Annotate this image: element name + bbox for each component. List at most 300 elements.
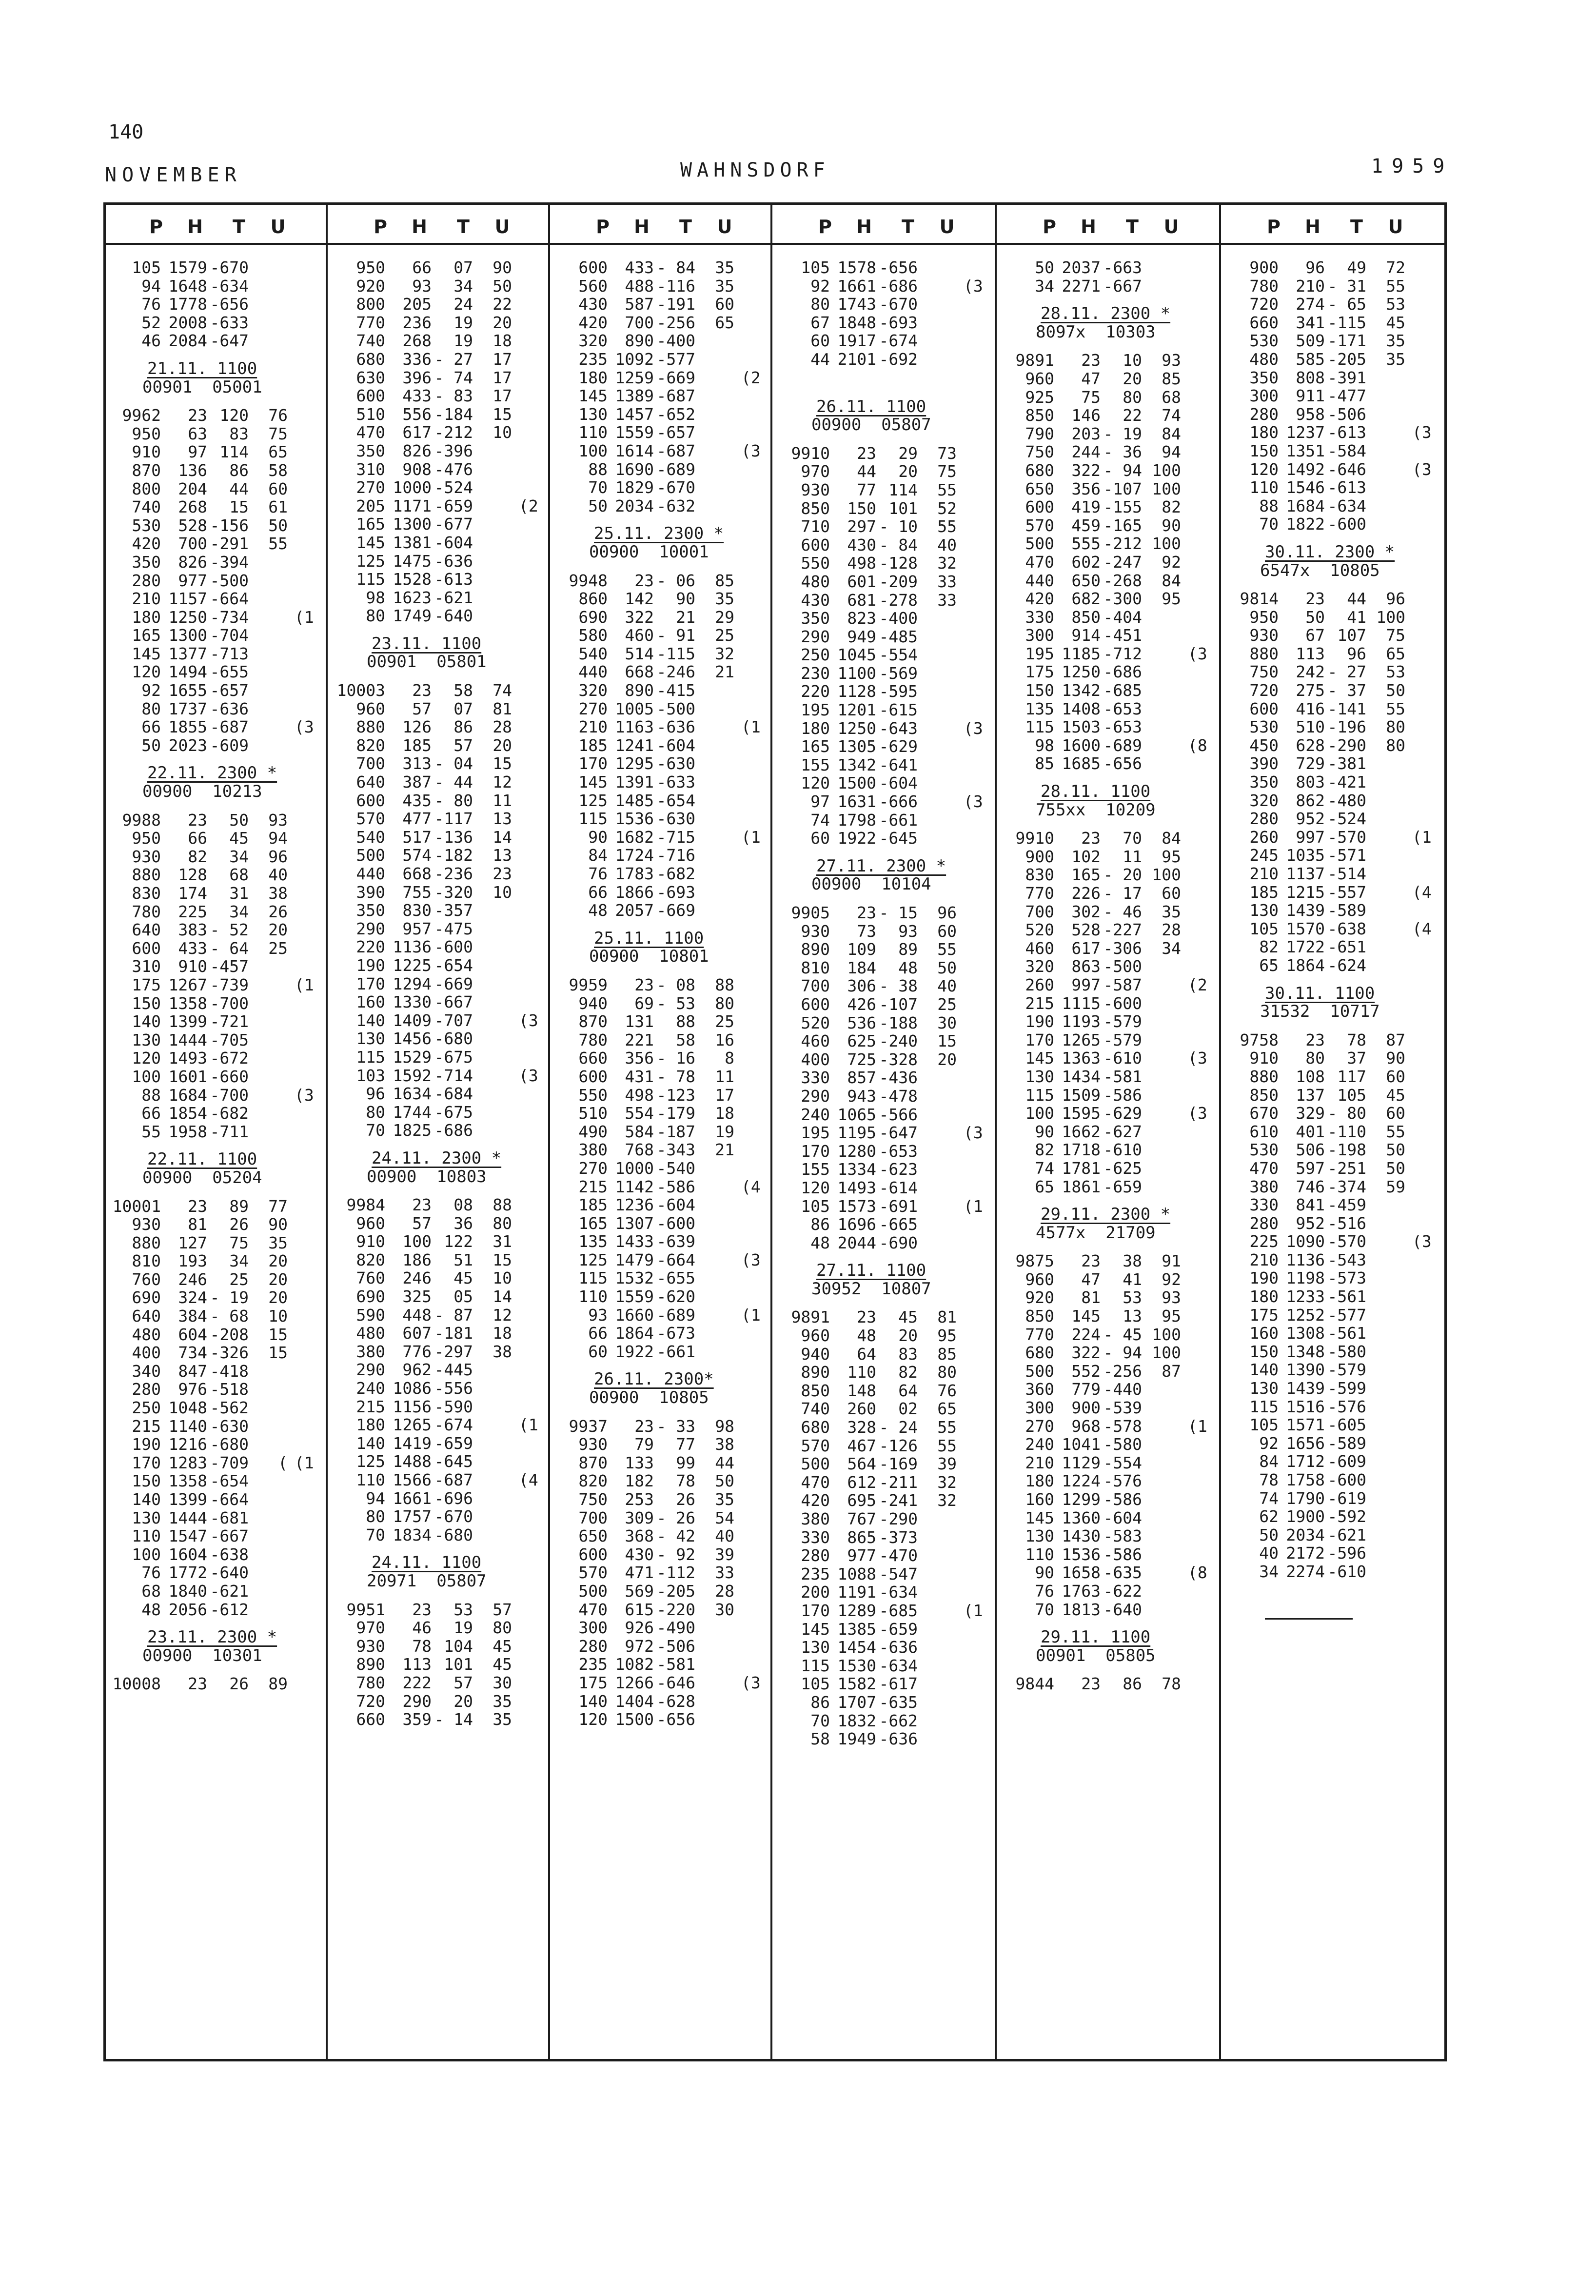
level-row [550,663,774,681]
humidity-cell: 60 [1386,1104,1405,1123]
height-cell: 477 [402,809,432,829]
note-cell: (3 [295,717,314,737]
pressure-cell: 930 [356,1636,385,1656]
level-row [550,1417,774,1436]
temperature-cell: -300 [1103,589,1142,609]
height-cell: 1259 [615,368,654,387]
pressure-cell: 170 [578,754,608,773]
sounding-date-row [997,305,1221,323]
pressure-cell: 125 [578,791,608,810]
pressure-cell: 680 [801,1418,830,1437]
pressure-cell: 760 [132,1269,161,1289]
height-cell: 1419 [393,1433,432,1453]
humidity-cell: 52 [937,498,957,518]
level-row [1221,1159,1445,1178]
height-cell: 433 [178,938,207,958]
temperature-cell: - 42 [656,1526,695,1546]
height-cell: 1399 [168,1490,207,1509]
column-header: U [939,216,955,238]
humidity-cell: 88 [493,1195,512,1215]
level-row [772,756,997,774]
temperature-cell: - 26 [656,1508,695,1527]
pressure-cell: 115 [356,1047,385,1067]
height-cell: 612 [847,1472,876,1492]
sounding-code-row [997,801,1221,820]
level-row [550,700,774,718]
height-cell: 1433 [615,1232,654,1251]
spacer [103,801,328,811]
pressure-cell: 600 [578,1067,608,1086]
temperature-cell: -666 [879,792,918,812]
height-cell: 1294 [393,974,432,993]
temperature-cell: -680 [434,1029,473,1049]
humidity-cell: 84 [1162,571,1181,590]
temperature-cell: -326 [210,1343,249,1363]
temperature-cell: 120 [219,406,249,425]
temperature-cell: -613 [434,570,473,589]
column-header: U [270,216,286,238]
temperature-cell: 10 [1123,351,1142,370]
level-row [772,350,997,369]
height-cell: 1385 [837,1619,876,1639]
pressure-cell: 880 [356,717,385,737]
pressure-cell: 350 [801,609,830,628]
level-row [772,1308,997,1326]
level-row [550,1324,774,1343]
temperature-cell: -583 [1103,1526,1142,1546]
temperature-cell: 51 [453,1250,473,1269]
temperature-cell: -705 [210,1030,249,1049]
pressure-cell: 60 [810,829,830,848]
temperature-cell: 93 [898,921,918,941]
humidity-cell: 20 [493,735,512,755]
pressure-cell: 66 [141,1104,161,1123]
temperature-cell: -187 [656,1122,695,1141]
pressure-cell: 790 [1025,424,1054,443]
humidity-cell: 35 [268,1233,288,1252]
level-row [103,1068,328,1086]
humidity-cell: 60 [1386,1067,1405,1086]
height-cell: 1136 [1286,1250,1325,1269]
level-row [997,884,1221,903]
pressure-cell: 130 [132,1508,161,1527]
sounding-date-row [997,783,1221,801]
height-cell: 1757 [393,1507,432,1526]
level-row [550,1343,774,1361]
height-cell: 1488 [393,1452,432,1471]
column-header: H [1305,216,1320,238]
sounding-code-row [1221,562,1445,580]
temperature-cell: -638 [1327,919,1366,938]
height-cell: 1358 [168,993,207,1013]
height-cell: 1684 [1286,496,1325,515]
humidity-cell: 72 [1386,258,1405,277]
pressure-cell: 140 [132,1012,161,1031]
height-cell: 585 [1296,349,1325,369]
pressure-cell: 260 [1249,827,1279,847]
level-row [997,921,1221,939]
temperature-cell: -220 [656,1600,695,1619]
level-row [103,1086,328,1105]
temperature-cell: - 27 [1327,662,1366,682]
pressure-cell: 800 [356,295,385,314]
pressure-cell: 220 [356,937,385,957]
temperature-cell: 24 [453,295,473,314]
level-row [772,628,997,646]
humidity-cell: 35 [493,1691,512,1711]
height-cell: 69 [634,993,654,1013]
pressure-cell: 96 [366,1084,385,1104]
humidity-cell: 80 [493,1213,512,1233]
height-cell: 1829 [615,478,654,497]
sounding-date: 27.11. 2300 * [816,856,946,876]
temperature-cell: -576 [1327,1397,1366,1416]
temperature-cell: - 91 [656,626,695,645]
pressure-cell: 500 [356,846,385,865]
level-row [328,314,552,332]
level-row [997,480,1221,498]
pressure-cell: 48 [588,901,608,920]
spacer [1221,975,1445,985]
temperature-cell: 41 [1347,607,1366,627]
temperature-cell: -613 [1327,423,1366,442]
temperature-cell: -641 [879,755,918,774]
temperature-cell: -595 [879,682,918,701]
height-cell: 510 [1296,717,1325,737]
sounding-code: 30952 10807 [811,1279,931,1299]
temperature-cell: -693 [656,882,695,902]
height-cell: 78 [412,1636,432,1656]
temperature-cell: 107 [1337,626,1366,645]
temperature-cell: 53 [453,1600,473,1619]
temperature-cell: -689 [1103,735,1142,755]
height-cell: 528 [178,515,207,535]
height-cell: 1546 [1286,478,1325,497]
column-header: T [679,216,692,238]
level-row [1221,350,1445,369]
height-cell: 127 [178,1233,207,1252]
level-row [103,461,328,480]
height-cell: 246 [402,1268,432,1288]
temperature-cell: 101 [444,1655,473,1674]
temperature-cell: - 10 [879,517,918,536]
height-cell: 1300 [393,515,432,534]
level-row [103,277,328,296]
level-row [550,423,774,442]
pressure-cell: 130 [1025,1067,1054,1086]
height-cell: 1772 [168,1563,207,1583]
temperature-cell: -451 [1103,626,1142,645]
humidity-cell: 39 [715,1544,734,1564]
temperature-cell: -653 [879,1141,918,1161]
level-row [772,701,997,719]
pressure-cell: 350 [1249,772,1279,792]
level-row [550,1141,774,1159]
temperature-cell: 83 [229,424,249,443]
temperature-cell: - 19 [1103,424,1142,443]
column-header: P [818,216,832,238]
pressure-cell: 105 [801,1674,830,1694]
pressure-cell: 150 [132,993,161,1013]
month-heading: NOVEMBER [105,164,242,186]
pressure-cell: 500 [1025,1361,1054,1381]
height-cell: 1662 [1062,1122,1101,1141]
pressure-cell: 850 [1025,406,1054,425]
humidity-cell: 75 [1386,626,1405,645]
pressure-cell: 94 [141,276,161,296]
level-row [550,1454,774,1472]
sounding-date: 29.11. 2300 * [1041,1205,1171,1225]
humidity-cell: 60 [268,479,288,498]
temperature-cell: 45 [453,1268,473,1288]
temperature-cell: -627 [1103,1122,1142,1141]
height-cell: 1685 [1062,754,1101,773]
level-row [772,1491,997,1510]
temperature-cell: -660 [210,1067,249,1086]
pressure-cell: 98 [366,588,385,607]
temperature-cell: -654 [210,1471,249,1491]
pressure-cell: 420 [1025,589,1054,609]
humidity-cell: 8 [725,1049,734,1068]
pressure-cell: 160 [1025,1490,1054,1509]
height-cell: 401 [1296,1122,1325,1141]
pressure-cell: 70 [1259,515,1279,534]
level-row [550,1068,774,1086]
humidity-cell: 14 [493,827,512,847]
height-cell: 1198 [1286,1268,1325,1288]
height-cell: 1500 [615,1710,654,1729]
level-row [997,534,1221,553]
pressure-cell: 250 [132,1398,161,1418]
pressure-cell: 570 [1025,515,1054,535]
level-row [550,1637,774,1656]
pressure-cell: 500 [578,1581,608,1601]
height-cell: 66 [188,829,207,848]
level-row [328,1269,552,1287]
level-row [1221,846,1445,865]
note-cell: (3 [964,1123,983,1143]
temperature-cell: -685 [879,1601,918,1620]
pressure-cell: 400 [801,1049,830,1069]
pressure-cell: 9962 [122,406,161,425]
level-row [550,350,774,369]
pressure-cell: 910 [132,442,161,462]
height-cell: 1439 [1286,1379,1325,1398]
temperature-cell: 38 [1123,1251,1142,1271]
pressure-cell: 470 [356,423,385,442]
pressure-cell: 390 [356,882,385,902]
temperature-cell: -622 [1103,1581,1142,1601]
height-cell: 1861 [1062,1177,1101,1196]
height-cell: 1191 [837,1583,876,1602]
level-row [103,939,328,958]
temperature-cell: 08 [453,1195,473,1215]
height-cell: 242 [1296,662,1325,682]
height-cell: 302 [1071,902,1101,921]
level-row [550,901,774,920]
level-row [772,295,997,314]
level-row [772,959,997,977]
pressure-cell: 660 [1249,313,1279,332]
pressure-cell: 150 [132,1471,161,1491]
temperature-cell: 68 [229,865,249,885]
height-cell: 93 [412,276,432,296]
height-cell: 1088 [837,1564,876,1583]
note-cell: (2 [741,368,761,387]
pressure-cell: 300 [578,1618,608,1638]
temperature-cell: - 17 [1103,884,1142,903]
height-cell: 607 [402,1324,432,1343]
temperature-cell: -653 [1103,717,1142,737]
level-row [328,1601,552,1619]
year-heading: 1959 [1371,155,1454,178]
level-row [550,1601,774,1619]
level-row [997,1509,1221,1527]
level-row [772,664,997,683]
level-row [997,406,1221,425]
level-row [550,442,774,460]
spacer [103,396,328,406]
temperature-cell: 75 [229,1233,249,1252]
temperature-cell: -188 [879,1013,918,1032]
temperature-cell: -115 [656,644,695,663]
level-row [772,1712,997,1730]
level-row [1221,883,1445,902]
height-cell: 47 [1081,369,1101,388]
pressure-cell: 530 [1249,1140,1279,1160]
pressure-cell: 330 [801,1068,830,1088]
pressure-cell: 90 [588,827,608,847]
temperature-cell: -665 [879,1215,918,1234]
pressure-cell: 600 [132,938,161,958]
level-row [1221,1269,1445,1287]
sounding-code-row [103,783,328,801]
humidity-cell: 100 [1376,607,1405,627]
sounding-date: 23.11. 1100 [372,633,482,653]
note-cell: (4 [741,1177,761,1196]
level-row [103,1527,328,1545]
pressure-cell: 750 [1025,442,1054,462]
humidity-cell: 54 [715,1508,734,1527]
level-row [328,681,552,700]
height-cell: 1381 [393,533,432,552]
temperature-cell: -635 [1103,1563,1142,1583]
humidity-cell: 10 [493,1268,512,1288]
spacer [1221,534,1445,543]
level-row [328,1103,552,1122]
humidity-cell: 11 [715,1067,734,1086]
level-row [328,700,552,718]
level-row [328,1251,552,1269]
temperature-cell: -604 [656,1195,695,1215]
level-row [103,1252,328,1270]
height-cell: 1778 [168,295,207,314]
sounding-date-row [550,525,774,543]
height-cell: 958 [1296,404,1325,424]
temperature-cell: -634 [210,276,249,296]
temperature-cell: -205 [1327,349,1366,369]
height-cell: 601 [847,572,876,591]
height-cell: 210 [1296,276,1325,296]
level-row [328,1692,552,1711]
temperature-cell: - 53 [656,993,695,1013]
humidity-cell: 14 [493,1287,512,1306]
height-cell: 23 [188,406,207,425]
spacer [997,1196,1221,1206]
height-cell: 900 [1071,1398,1101,1418]
level-row [103,534,328,553]
height-cell: 952 [1296,809,1325,829]
height-cell: 997 [1296,827,1325,847]
spacer [1221,1591,1445,1601]
level-row [997,1545,1221,1564]
height-cell: 972 [625,1636,654,1656]
level-row [997,1472,1221,1490]
humidity-cell: 93 [1162,351,1181,370]
pressure-cell: 62 [1259,1507,1279,1526]
pressure-cell: 55 [141,1122,161,1141]
level-row [328,810,552,828]
pressure-cell: 68 [141,1581,161,1601]
sounding-date: 21.11. 1100 [147,358,257,378]
level-row [328,350,552,369]
temperature-cell: - 80 [434,791,473,810]
height-cell: 290 [402,1691,432,1711]
level-row [997,1380,1221,1399]
humidity-cell: 96 [268,847,288,866]
level-row [328,773,552,792]
pressure-cell: 155 [801,755,830,774]
height-cell: 952 [1296,1213,1325,1233]
level-row [997,1454,1221,1472]
level-row [1221,1306,1445,1325]
humidity-cell: 20 [937,1049,957,1069]
pressure-cell: 145 [1025,1508,1054,1527]
temperature-cell: 80 [1123,387,1142,407]
level-row [772,904,997,922]
humidity-cell: 85 [937,1344,957,1364]
height-cell: 2101 [837,349,876,369]
height-cell: 1000 [615,1158,654,1178]
pressure-cell: 170 [1025,1030,1054,1049]
spacer [772,435,997,444]
height-cell: 2172 [1286,1544,1325,1563]
pressure-cell: 10001 [112,1196,161,1216]
pressure-cell: 530 [1249,717,1279,737]
sounding-code-row [997,1647,1221,1665]
level-row [550,681,774,700]
humidity-cell: 38 [493,1342,512,1361]
pressure-cell: 460 [801,1031,830,1051]
humidity-cell: 80 [1386,735,1405,755]
level-row [997,277,1221,296]
pressure-cell: 195 [801,700,830,720]
level-row [1221,1526,1445,1544]
level-row [550,1012,774,1031]
column-header: H [187,216,203,238]
level-row [997,1270,1221,1289]
level-row [103,1012,328,1031]
pressure-cell: 66 [588,882,608,902]
temperature-cell: 114 [888,480,918,499]
level-row [328,1526,552,1544]
temperature-cell: - 64 [210,938,249,958]
level-row [103,1215,328,1234]
temperature-cell: -117 [434,809,473,829]
level-row [328,846,552,865]
pressure-cell: 140 [356,1433,385,1453]
temperature-cell: -620 [656,1287,695,1306]
